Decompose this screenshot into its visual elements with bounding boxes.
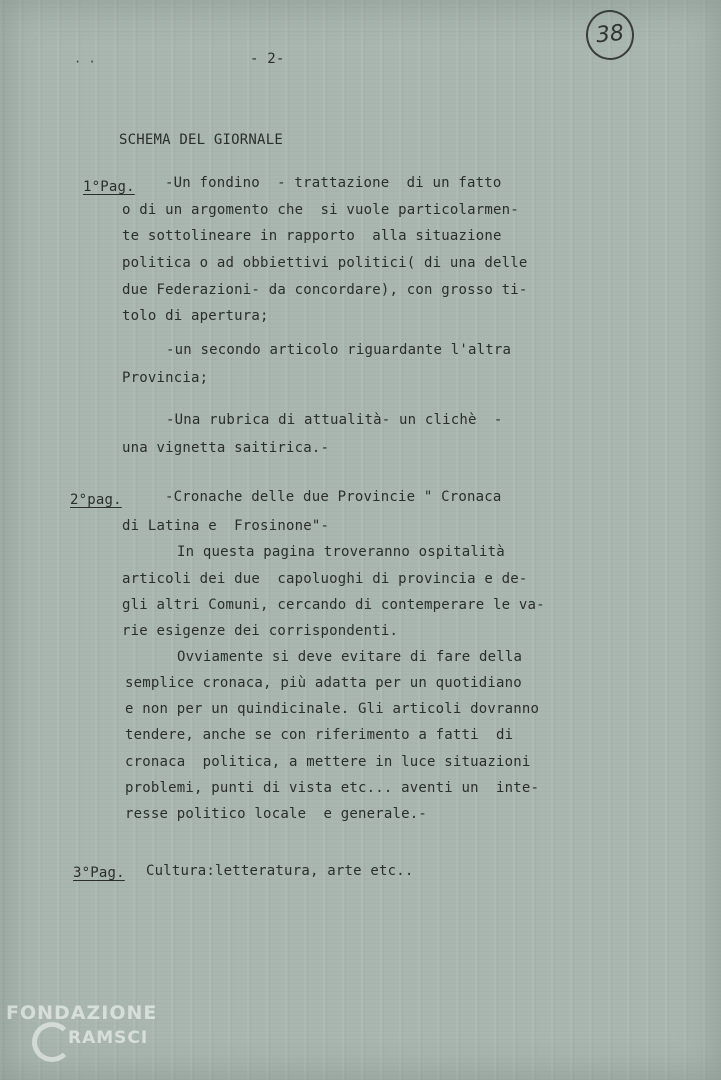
p2-line: tendere, anche se con riferimento a fatti di (125, 727, 514, 743)
p2-line: semplice cronaca, più adatta per un quotidiano (125, 675, 522, 691)
p2-line: resse politico locale e generale.- (125, 806, 428, 822)
p3-line: Cultura:letteratura, arte etc.. (146, 863, 414, 879)
p2-line: rie esigenze dei corrispondenti. (122, 623, 399, 639)
p2-line: articoli dei due capoluoghi di provincia e de- (122, 571, 528, 587)
watermark-line1: FONDAZIONE (6, 1002, 158, 1024)
p1-line: o di un argomento che si vuole particolarmen- (122, 202, 519, 218)
section-label-p1: 1°Pag. (83, 179, 135, 195)
p2-line: di Latina e Frosinone"- (122, 518, 330, 534)
p1-line: -Una rubrica di attualità- un clichè - (166, 412, 503, 428)
g-logo-icon (32, 1022, 72, 1062)
stray-marks: · · (74, 55, 96, 69)
p1-line: te sottolineare in rapporto alla situazione (122, 228, 502, 244)
p1-line: -un secondo articolo riguardante l'altra (166, 342, 512, 358)
p1-line: una vignetta saitirica.- (122, 440, 330, 456)
p2-line: Ovviamente si deve evitare di fare della (177, 649, 523, 665)
fondazione-gramsci-watermark (6, 1000, 186, 1072)
document-heading: SCHEMA DEL GIORNALE (119, 132, 283, 148)
section-label-p2: 2°pag. (70, 492, 122, 508)
p1-line: -Un fondino - trattazione di un fatto (165, 175, 502, 191)
watermark-line2: RAMSCI (68, 1028, 149, 1048)
p2-line: -Cronache delle due Provincie " Cronaca (165, 489, 502, 505)
p1-line: politica o ad obbiettivi politici( di una delle (122, 255, 528, 271)
p2-line: e non per un quindicinale. Gli articoli dovranno (125, 701, 540, 717)
p2-line: cronaca politica, a mettere in luce situazioni (125, 754, 531, 770)
p1-line: due Federazioni- da concordare), con grosso ti- (122, 282, 528, 298)
archive-number-stamp: 38 (584, 8, 637, 63)
section-label-p3: 3°Pag. (73, 865, 125, 881)
p1-line: Provincia; (122, 370, 209, 386)
p2-line: problemi, punti di vista etc... aventi un inte- (125, 780, 540, 796)
p2-line: gli altri Comuni, cercando di contemperare le va- (122, 597, 545, 613)
page-number: - 2- (250, 51, 285, 67)
p2-line: In questa pagina troveranno ospitalità (177, 544, 505, 560)
p1-line: tolo di apertura; (122, 308, 269, 324)
